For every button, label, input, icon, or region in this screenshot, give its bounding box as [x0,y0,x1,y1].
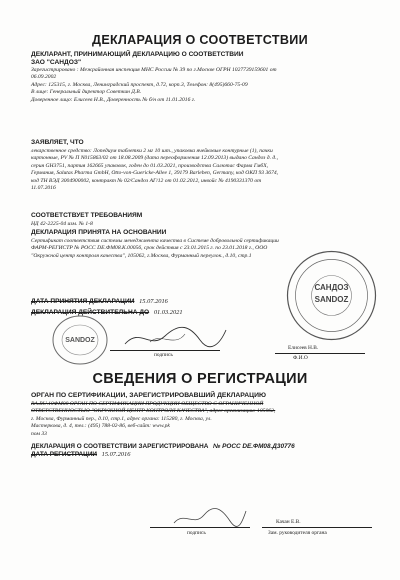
requirements-heading: СООТВЕТСТВУЕТ ТРЕБОВАНИЯМ [31,212,143,219]
organ-line: ОТВЕТСТВЕННОСТЬЮ "ОКРУЖНОЙ ЦЕНТР КОНТРОЛЯ КАЧЕСТВА", адрес организации: 105062, [31,408,276,415]
registrar-name: Качан Е.В. [276,519,301,525]
claims-line: Германия, Salutas Pharma GmbH, Otto-von-Guericke-Allee 1, 39179 Barleben, Germany, код ОКП 93 3674, [31,170,279,177]
claims-line: серия GH3751, партия 162665 упаковок, годен до 01.03.2021, производства Салютас Фарма ГмбХ, [31,162,269,169]
registrar-role: Зам. руководителя органа [268,530,327,536]
declarant-line: Зарегистрировано : Межрайонная инспекция МНС России № 39 по г.Москве ОГРН 1027739159601 от [31,67,277,73]
valid-date-label: ДЕКЛАРАЦИЯ ДЕЙСТВИТЕЛЬНА ДО [31,309,150,316]
declarant-line: В лице: Генеральный директор Советкин Д.В. [31,89,142,96]
valid-date-value: 01.03.2021 [153,309,183,316]
stamp-text-left: SANDOZ [65,337,95,344]
registration-title: СВЕДЕНИЯ О РЕГИСТРАЦИИ [92,371,308,387]
organ-line: Мастеркова, д. 4, тел.: (495) 788-02-86, веб-сайт: www.pk [31,423,170,430]
declaration-title: ДЕКЛАРАЦИЯ О СООТВЕТСТВИИ [92,33,308,47]
reg-number-label: ДЕКЛАРАЦИЯ О СООТВЕТСТВИИ ЗАРЕГИСТРИРОВАНА [31,443,209,450]
declarant-line: Адрес: 125315, г. Москва, Ленинградский проспект, д.72, корп.3, Телефон: 8(495)660-75-09 [31,81,248,88]
basis-line: "Окружной центр контроля качества", 105062, г.Москва, Фурманный переулок., д.10, стр.1 [31,252,252,259]
declarant-name: ЗАО "САНДОЗ" [31,59,82,66]
claims-line: картонные, PV № П N015863/02 от 18.08.2009 (дата переоформления 12.09.2013) выдано Сандоз д. д., [31,155,279,162]
organ-line: г. Москва, Фурманный пер., д.10, стр.1, адрес органа: 115280, г. Москва, ул. [31,415,212,422]
registrar-name-line [262,527,372,528]
claims-line: лекарственное средство: Лопедиум таблетки 2 мг 10 шт., упаковка ячейковые контурные (1), пачки [31,148,273,154]
stamp-text-lat: SANDOZ [314,295,349,304]
signature-caption: подпись [154,352,173,358]
requirements-text: НД 42-2225-04 изм. № 1-8 [31,221,93,227]
stamp-text-cyr: САНДОЗ [314,283,349,292]
organ-heading: ОРГАН ПО СЕРТИФИКАЦИИ, ЗАРЕГИСТРИРОВАВШИЙ ДЕКЛАРАЦИЮ [31,392,266,399]
reg-date-row [31,451,130,458]
registrar-signature-line [150,527,250,528]
claims-line: код ТН ВЭД 3004900002, контракт № 02/Сандоз АГ/12 от 01.02.2012, инвойс № 4190331370 от [31,177,262,184]
claims-heading: ЗАЯВЛЯЕТ, ЧТО [31,139,84,146]
name-line [275,353,365,354]
reg-date-value: 15.07.2016 [101,451,131,458]
organ-details [31,401,381,438]
declarant-signature [120,322,230,352]
accepted-date-label: ДАТА ПРИНЯТИЯ ДЕКЛАРАЦИИ [31,298,135,305]
declarant-line: Доверенное лицо: Елисеев Н.В., Доверенность № б/н от 11.01.2016 г. [31,96,196,103]
initials-caption: Ф.И.О [293,355,308,361]
company-stamp-left [50,312,110,367]
organ-line: RA.RU.10ФМ08 ОРГАН ПО СЕРТИФИКАЦИИ ПРОДУКЦИИ ОБЩЕСТВО С ОГРАНИЧЕННОЙ [31,401,264,407]
claims-details [31,148,376,192]
basis-heading: ДЕКЛАРАЦИЯ ПРИНЯТА НА ОСНОВАНИИ [31,229,167,236]
basis-line: ФАРМ-РЕГИСТР № РОСС DE.ФМ08.К.00056, срок действия с 23.01.2015 г. по 23.01.2018 г., ООО [31,245,268,252]
declarant-details [31,67,376,104]
declarant-heading: ДЕКЛАРАНТ, ПРИНИМАЮЩИЙ ДЕКЛАРАЦИЮ О СООТВЕТСТВИИ [31,51,244,58]
basis-line: Сертификат соответствия системы менеджмента качества в Системе добровольной сертификации [31,238,279,244]
signer-name: Елисеев Н.В. [288,345,319,351]
registrar-signature-caption: подпись [187,530,206,536]
declarant-line: 06.09.2002 [31,74,57,81]
accepted-date-value: 15.07.2016 [139,298,168,305]
reg-number-value: № РОСС DE.ФМ08.Д30776 [213,443,295,450]
accepted-date-row [31,298,168,305]
company-stamp-right [284,248,379,343]
reg-date-label: ДАТА РЕГИСТРАЦИИ [31,451,98,458]
reg-number-row [31,443,295,450]
room-text: пом 33 [31,430,47,437]
claims-line: 11.07.2016 [31,185,56,192]
signature-line [110,350,220,351]
